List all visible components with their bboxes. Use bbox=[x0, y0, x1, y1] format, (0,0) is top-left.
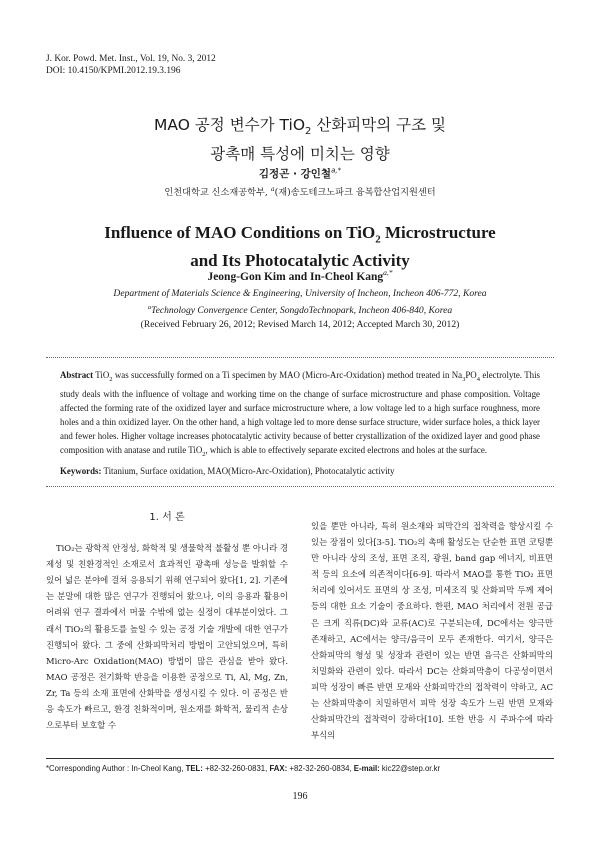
corresponding-author-footnote: *Corresponding Author : In-Cheol Kang, TEL: +82-32-260-0831, FAX: +82-32-260-0834, E-mail: kic22@step.or.kr bbox=[46, 764, 441, 773]
korean-authors: 김정곤 · 강인철$^{a,*}$ bbox=[258, 166, 342, 180]
body-column-right bbox=[311, 518, 553, 743]
intro-paragraph-left: TiO₂는 광학적 안정성, 화학적 및 생물학적 불활성 뿐 아니라 경제성 및 친환경적인 소재로서 효과적인 광촉매 성능을 발휘할 수 있어 넓은 분야에 걸쳐 응용되기 위해 연구되어 왔다[1, 2]. 기존에는 분말에 대한 많은 연구가 진행되어 왔으나, 이의 응용과 활용이 어려워 연구 결과에서 머물 수밖에 없는 실정이 대부분이었다. 그래서 TiO₂의 활용도를 높일 수 있는 공정 기술 개발에 대한 연구가 진행되어 왔다. 그 중에 산화피막처리 방법이 고안되었으며, 특히 Micro-Arc Oxidation(MAO) 방법이 많은 관심을 받아 왔다. MAO 공정은 전기화학 반응을 이용한 공정으로 Ti, Al, Mg, Zn, Zr, Ta 등의 소재 표면에 산화막을 생성시킬 수 있다. 이 공정은 반응 속도가 빠르고, 환경 친화적이며, 원소재를 화학적, 물리적 손상으로부터 보호할 수 bbox=[46, 543, 288, 731]
korean-affiliation: 인천대학교 신소재공학부, $^a$(재)송도테크노파크 융복합산업지원센터 bbox=[164, 184, 436, 198]
intro-paragraph-right: 있을 뿐만 아니라, 특히 원소재와 피막간의 접착력을 향상시킬 수 있는 장점이 있다[3-5]. TiO₂의 촉매 활성도는 단순한 표면 코팅뿐만 아니라 상의 조성, 표면 조직, 광원, band gap 에너지, 비표면적 등의 요소에 의존적이다[6-9]. 따라서 MAO를 통한 TiO₂ 표면 처리에 있어서도 표면의 상 조성, 미세조직 및 산화피막 두께 제어 등의 대한 요소 기술이 중요하다. 한편, MAO 처리에서 전원 공급은 크게 직류(DC)와 교류(AC)로 구분되는데, DC에서는 양극만 존재하고, AC에서는 양극/음극이 모두 존재한다. 여기서, 양극은 산화피막의 형성 및 성장과 관련이 있는 반면 음극은 산화피막의 치밀화와 관련이 있다. 따라서 DC는 산화피막층이 다공성이면서 피막 성장이 빠른 반면 모재와 산화피막간의 접착력이 약하고, AC는 산화피막층이 치밀하면서 피막 성장 속도가 느린 반면 모재와 산화피막간의 접착력이 강하다[10]. 또한 반응 시 주파수에 따라 부식의 bbox=[311, 521, 553, 741]
body-column-left bbox=[46, 510, 288, 733]
keywords: Keywords: Titanium, Surface oxidation, MAO(Micro-Arc-Oxidation), Photocatalytic activity bbox=[60, 466, 395, 476]
page-number: 196 bbox=[292, 791, 308, 802]
english-authors: Jeong-Gon Kim and In-Cheol Kang$^{a,*}$ bbox=[207, 268, 393, 283]
affiliation-2: $^a$Technology Convergence Center, SongdoTechnopark, Incheon 406-840, Korea bbox=[147, 303, 453, 316]
keywords-label: Keywords: bbox=[60, 466, 102, 476]
korean-title: MAO 공정 변수가 TiO$_2$ 산화피막의 구조 및 광촉매 특성에 미치는 영향 bbox=[153, 116, 446, 164]
journal-citation: J. Kor. Powd. Met. Inst., Vol. 19, No. 3, 2012 bbox=[46, 54, 216, 64]
english-affiliations bbox=[0, 287, 600, 332]
section-heading: 1. 서 론 bbox=[149, 512, 185, 523]
divider-top bbox=[46, 357, 554, 358]
journal-header bbox=[46, 53, 216, 77]
journal-doi: DOI: 10.4150/KPMI.2012.19.3.196 bbox=[46, 66, 181, 76]
received-dates: (Received February 26, 2012; Revised March 14, 2012; Accepted March 30, 2012) bbox=[140, 318, 460, 330]
abstract-label: Abstract bbox=[60, 370, 94, 380]
affiliation-1: Department of Materials Science & Engineering, University of Incheon, Incheon 406-772, Korea bbox=[113, 288, 487, 299]
abstract: Abstract TiO$_2$ was successfully formed on a Ti specimen by MAO (Micro-Arc-Oxidation) method treated in $Na_3PO_4$ electrolyte. This study deals with the influence of voltage and working time on the change of surface microstructure and phase composition. Voltage affected the forming rate of the oxidized layer and surface microstructure where, a low voltage led to a high surface roughness, more holes and a thin oxidized layer. On the other hand, a high voltage led to more dense surface structure, wider surface holes, a thick layer and fewer holes. Higher voltage increases photocatalytic activity because of better crystallization of the oxidized layer and good phase composition with anatase and rutile TiO$_2$, which is able to effectively separate excited electrons and holes at the surface. bbox=[60, 370, 540, 459]
english-title: Influence of MAO Conditions on TiO$_2$ Microstructure and Its Photocatalytic Activity bbox=[104, 223, 496, 271]
divider-bottom bbox=[46, 486, 554, 487]
footnote-divider bbox=[46, 758, 554, 759]
